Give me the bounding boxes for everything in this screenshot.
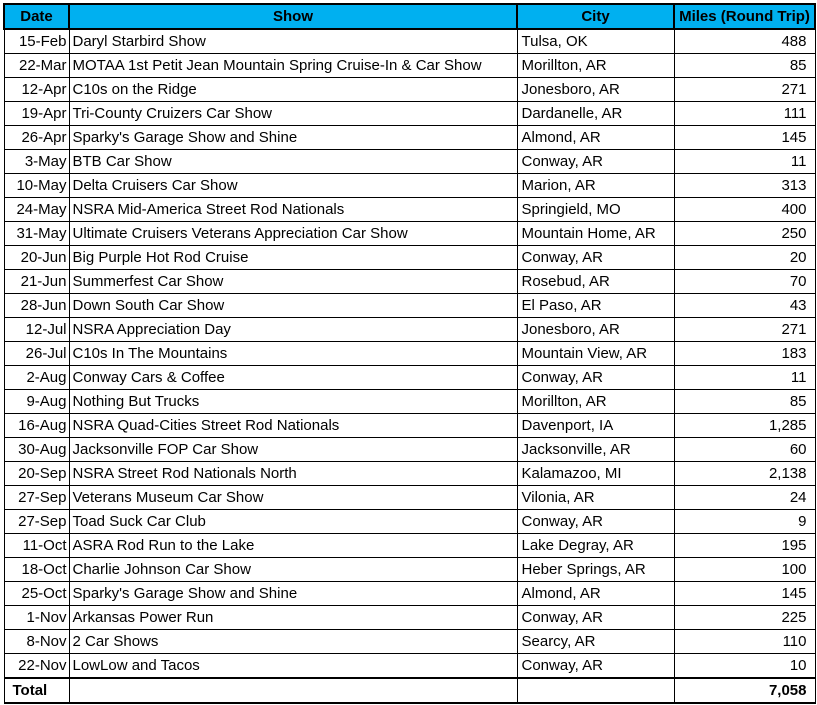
- show-cell: Sparky's Garage Show and Shine: [69, 582, 517, 606]
- miles-cell: 11: [674, 150, 815, 174]
- date-cell: 30-Aug: [4, 438, 69, 462]
- miles-cell: 145: [674, 126, 815, 150]
- date-cell: 25-Oct: [4, 582, 69, 606]
- miles-cell: 60: [674, 438, 815, 462]
- show-cell: Charlie Johnson Car Show: [69, 558, 517, 582]
- city-cell: Conway, AR: [517, 246, 674, 270]
- show-cell: Jacksonville FOP Car Show: [69, 438, 517, 462]
- table-row: [4, 582, 815, 606]
- table-row: [4, 342, 815, 366]
- table-row: [4, 150, 815, 174]
- date-cell: 22-Nov: [4, 654, 69, 679]
- table-row: [4, 102, 815, 126]
- date-cell: 11-Oct: [4, 534, 69, 558]
- city-cell: Conway, AR: [517, 366, 674, 390]
- city-cell: Mountain Home, AR: [517, 222, 674, 246]
- header-row: [4, 4, 815, 29]
- city-cell: Conway, AR: [517, 606, 674, 630]
- date-cell: 27-Sep: [4, 486, 69, 510]
- show-cell: BTB Car Show: [69, 150, 517, 174]
- city-cell: Searcy, AR: [517, 630, 674, 654]
- table-row: [4, 558, 815, 582]
- date-cell: 31-May: [4, 222, 69, 246]
- city-cell: Mountain View, AR: [517, 342, 674, 366]
- city-cell: Davenport, IA: [517, 414, 674, 438]
- miles-cell: 183: [674, 342, 815, 366]
- miles-cell: 271: [674, 318, 815, 342]
- table-row: [4, 534, 815, 558]
- date-cell: 20-Sep: [4, 462, 69, 486]
- city-cell: Almond, AR: [517, 582, 674, 606]
- table-row: [4, 174, 815, 198]
- show-cell: Veterans Museum Car Show: [69, 486, 517, 510]
- city-cell: Kalamazoo, MI: [517, 462, 674, 486]
- total-row: [4, 678, 815, 703]
- date-cell: 12-Apr: [4, 78, 69, 102]
- miles-cell: 20: [674, 246, 815, 270]
- miles-cell: 100: [674, 558, 815, 582]
- miles-cell: 250: [674, 222, 815, 246]
- table-row: [4, 606, 815, 630]
- show-cell: C10s In The Mountains: [69, 342, 517, 366]
- date-cell: 21-Jun: [4, 270, 69, 294]
- table-row: [4, 438, 815, 462]
- miles-cell: 111: [674, 102, 815, 126]
- show-cell: Ultimate Cruisers Veterans Appreciation Car Show: [69, 222, 517, 246]
- date-cell: 28-Jun: [4, 294, 69, 318]
- miles-cell: 2,138: [674, 462, 815, 486]
- show-cell: NSRA Street Rod Nationals North: [69, 462, 517, 486]
- table-row: [4, 270, 815, 294]
- show-cell: NSRA Appreciation Day: [69, 318, 517, 342]
- date-cell: 2-Aug: [4, 366, 69, 390]
- miles-cell: 110: [674, 630, 815, 654]
- miles-cell: 10: [674, 654, 815, 679]
- city-cell: Almond, AR: [517, 126, 674, 150]
- date-cell: 15-Feb: [4, 29, 69, 54]
- show-cell: NSRA Quad-Cities Street Rod Nationals: [69, 414, 517, 438]
- date-cell: 12-Jul: [4, 318, 69, 342]
- city-cell: Jacksonville, AR: [517, 438, 674, 462]
- show-cell: Summerfest Car Show: [69, 270, 517, 294]
- table-row: [4, 126, 815, 150]
- header-miles: Miles (Round Trip): [674, 4, 815, 29]
- show-cell: MOTAA 1st Petit Jean Mountain Spring Cruise-In & Car Show: [69, 54, 517, 78]
- header-show: Show: [69, 4, 517, 29]
- city-cell: Lake Degray, AR: [517, 534, 674, 558]
- date-cell: 8-Nov: [4, 630, 69, 654]
- table-row: [4, 318, 815, 342]
- city-cell: El Paso, AR: [517, 294, 674, 318]
- date-cell: 18-Oct: [4, 558, 69, 582]
- city-cell: Jonesboro, AR: [517, 78, 674, 102]
- car-show-table: [3, 3, 816, 704]
- date-cell: 19-Apr: [4, 102, 69, 126]
- city-cell: Conway, AR: [517, 654, 674, 679]
- date-cell: 3-May: [4, 150, 69, 174]
- show-cell: Tri-County Cruizers Car Show: [69, 102, 517, 126]
- city-cell: Heber Springs, AR: [517, 558, 674, 582]
- city-cell: Morillton, AR: [517, 390, 674, 414]
- show-cell: Daryl Starbird Show: [69, 29, 517, 54]
- miles-cell: 85: [674, 390, 815, 414]
- date-cell: 26-Jul: [4, 342, 69, 366]
- show-cell: Toad Suck Car Club: [69, 510, 517, 534]
- table-body: [4, 29, 815, 678]
- show-cell: Conway Cars & Coffee: [69, 366, 517, 390]
- header-date: Date: [4, 4, 69, 29]
- city-cell: Dardanelle, AR: [517, 102, 674, 126]
- table-row: [4, 198, 815, 222]
- show-cell: C10s on the Ridge: [69, 78, 517, 102]
- show-cell: NSRA Mid-America Street Rod Nationals: [69, 198, 517, 222]
- city-cell: Tulsa, OK: [517, 29, 674, 54]
- date-cell: 22-Mar: [4, 54, 69, 78]
- table-row: [4, 246, 815, 270]
- city-cell: Morillton, AR: [517, 54, 674, 78]
- header-city: City: [517, 4, 674, 29]
- city-cell: Conway, AR: [517, 510, 674, 534]
- miles-cell: 271: [674, 78, 815, 102]
- city-cell: Conway, AR: [517, 150, 674, 174]
- date-cell: 27-Sep: [4, 510, 69, 534]
- table-footer: [4, 678, 815, 703]
- show-cell: Delta Cruisers Car Show: [69, 174, 517, 198]
- city-cell: Marion, AR: [517, 174, 674, 198]
- miles-cell: 1,285: [674, 414, 815, 438]
- date-cell: 9-Aug: [4, 390, 69, 414]
- date-cell: 16-Aug: [4, 414, 69, 438]
- miles-cell: 225: [674, 606, 815, 630]
- show-cell: Big Purple Hot Rod Cruise: [69, 246, 517, 270]
- miles-cell: 145: [674, 582, 815, 606]
- miles-cell: 488: [674, 29, 815, 54]
- table-row: [4, 29, 815, 54]
- show-cell: Arkansas Power Run: [69, 606, 517, 630]
- total-city-cell: [517, 678, 674, 703]
- total-label: Total: [4, 678, 69, 703]
- show-cell: Down South Car Show: [69, 294, 517, 318]
- table-row: [4, 366, 815, 390]
- city-cell: Vilonia, AR: [517, 486, 674, 510]
- table-row: [4, 294, 815, 318]
- miles-cell: 70: [674, 270, 815, 294]
- miles-cell: 85: [674, 54, 815, 78]
- date-cell: 26-Apr: [4, 126, 69, 150]
- table-row: [4, 630, 815, 654]
- table-row: [4, 222, 815, 246]
- show-cell: ASRA Rod Run to the Lake: [69, 534, 517, 558]
- table-row: [4, 462, 815, 486]
- city-cell: Jonesboro, AR: [517, 318, 674, 342]
- date-cell: 10-May: [4, 174, 69, 198]
- city-cell: Rosebud, AR: [517, 270, 674, 294]
- table-row: [4, 390, 815, 414]
- date-cell: 20-Jun: [4, 246, 69, 270]
- date-cell: 24-May: [4, 198, 69, 222]
- total-show-cell: [69, 678, 517, 703]
- table-row: [4, 654, 815, 679]
- show-cell: 2 Car Shows: [69, 630, 517, 654]
- miles-cell: 400: [674, 198, 815, 222]
- table-row: [4, 54, 815, 78]
- miles-cell: 24: [674, 486, 815, 510]
- show-cell: Sparky's Garage Show and Shine: [69, 126, 517, 150]
- miles-cell: 195: [674, 534, 815, 558]
- table-row: [4, 414, 815, 438]
- show-cell: LowLow and Tacos: [69, 654, 517, 679]
- date-cell: 1-Nov: [4, 606, 69, 630]
- table-row: [4, 78, 815, 102]
- table-header: [4, 4, 815, 29]
- miles-cell: 313: [674, 174, 815, 198]
- miles-cell: 11: [674, 366, 815, 390]
- show-cell: Nothing But Trucks: [69, 390, 517, 414]
- table-row: [4, 510, 815, 534]
- miles-cell: 9: [674, 510, 815, 534]
- total-miles: 7,058: [674, 678, 815, 703]
- table-row: [4, 486, 815, 510]
- city-cell: Springield, MO: [517, 198, 674, 222]
- miles-cell: 43: [674, 294, 815, 318]
